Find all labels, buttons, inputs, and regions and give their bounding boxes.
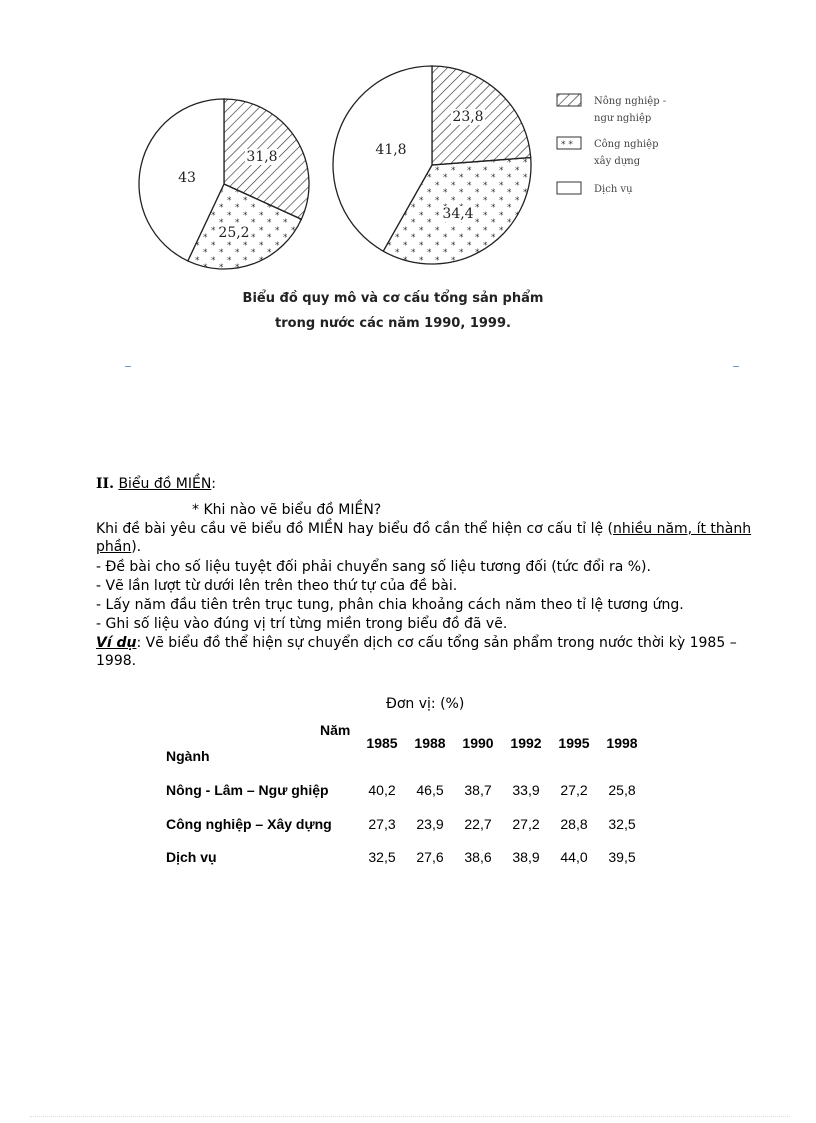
table-unit: Đơn vị: (%): [386, 696, 465, 712]
example-paragraph: [96, 634, 776, 670]
pie-1999-label-2: 41,8: [375, 142, 407, 158]
table-cell: 39,5: [608, 849, 636, 865]
section-title: Biểu đồ MIỀN: [118, 476, 212, 492]
legend-label-industry-1: Công nghiệp: [594, 139, 659, 150]
table-cell: 38,7: [464, 782, 492, 798]
pie-1999-label-1: 34,4: [442, 206, 474, 222]
table-cell: 22,7: [464, 816, 492, 832]
legend-label-services: Dịch vụ: [594, 184, 633, 195]
legend-swatch-agriculture: [557, 94, 581, 106]
table-row-label: Dịch vụ: [166, 849, 217, 865]
pie-1999-label-0: 23,8: [452, 109, 484, 125]
pie-1990: [139, 99, 309, 269]
pie-1990-label-0: 31,8: [246, 149, 278, 165]
ruler-mark-right: [733, 366, 739, 367]
table-cell: 38,6: [464, 849, 492, 865]
table-cell: 40,2: [368, 782, 396, 798]
bullet-4: - Ghi số liệu vào đúng vị trí từng miền trong biểu đồ đã vẽ.: [96, 616, 508, 632]
legend-swatch-industry-stars: * *: [561, 140, 573, 150]
table-header-year-1988: 1988: [414, 735, 446, 751]
table-cell: 28,8: [560, 816, 588, 832]
table-cell: 23,9: [416, 816, 444, 832]
legend-label-industry-2: xây dựng: [594, 156, 641, 167]
table-cell: 27,2: [512, 816, 540, 832]
example-label: Ví dụ: [96, 635, 137, 651]
pie-1999: [333, 66, 531, 264]
section-colon: :: [211, 476, 217, 492]
question-line: * Khi nào vẽ biểu đồ MIỀN?: [192, 502, 382, 518]
table-cell: 25,8: [608, 782, 636, 798]
pie-1990-label-2: 43: [178, 170, 196, 186]
legend-label-agriculture-2: ngư nghiệp: [594, 113, 652, 124]
table-header-year-1992: 1992: [510, 735, 542, 751]
intro-text: Khi đề bài yêu cầu vẽ biểu đồ MIỀN hay biểu đồ cần thể hiện cơ cấu tỉ lệ (: [96, 521, 613, 537]
legend-label-agriculture-1: Nông nghiệp -: [594, 96, 667, 107]
chart-caption-line2: trong nước các năm 1990, 1999.: [275, 316, 511, 331]
table-header-year-1995: 1995: [558, 735, 590, 751]
section-number: II.: [96, 476, 114, 492]
table-cell: 46,5: [416, 782, 444, 798]
table-cell: 32,5: [608, 816, 636, 832]
table-header-year: Năm: [320, 722, 351, 738]
section-heading: [96, 476, 216, 492]
intro-end: ).: [131, 539, 142, 555]
pie-chart-figure: [0, 0, 816, 340]
bullet-3: - Lấy năm đầu tiên trên trục tung, phân chia khoảng cách năm theo tỉ lệ tương ứng.: [96, 597, 684, 613]
bullet-1: - Đề bài cho số liệu tuyệt đối phải chuyển sang số liệu tương đối (tức đổi ra %).: [96, 559, 651, 575]
table-cell: 32,5: [368, 849, 396, 865]
bullet-2: - Vẽ lần lượt từ dưới lên trên theo thứ tự của đề bài.: [96, 578, 458, 594]
table-cell: 33,9: [512, 782, 540, 798]
table-cell: 27,3: [368, 816, 396, 832]
ruler-mark-left: [125, 366, 131, 367]
pie-1990-label-1: 25,2: [218, 225, 250, 241]
table-header-year-1998: 1998: [606, 735, 638, 751]
table-row-label: Nông - Lâm – Ngư ghiệp: [166, 782, 329, 798]
intro-paragraph: [96, 520, 776, 556]
example-text: : Vẽ biểu đồ thể hiện sự chuyển dịch cơ cấu tổng sản phẩm trong nước thời kỳ 1985 – 1998.: [96, 635, 737, 669]
table-header-year-1990: 1990: [462, 735, 494, 751]
chart-caption-line1: Biểu đồ quy mô và cơ cấu tổng sản phẩm: [242, 291, 544, 306]
table-cell: 44,0: [560, 849, 588, 865]
table-row-label: Công nghiệp – Xây dựng: [166, 816, 332, 832]
legend-swatch-services: [557, 182, 581, 194]
table-header-sector: Ngành: [166, 748, 210, 764]
table-header-year-1985: 1985: [366, 735, 398, 751]
table-cell: 38,9: [512, 849, 540, 865]
table-cell: 27,2: [560, 782, 588, 798]
intro-underlined: nhiều năm, ít thành phần: [96, 521, 752, 555]
page-bottom-border: [30, 1116, 790, 1117]
table-cell: 27,6: [416, 849, 444, 865]
